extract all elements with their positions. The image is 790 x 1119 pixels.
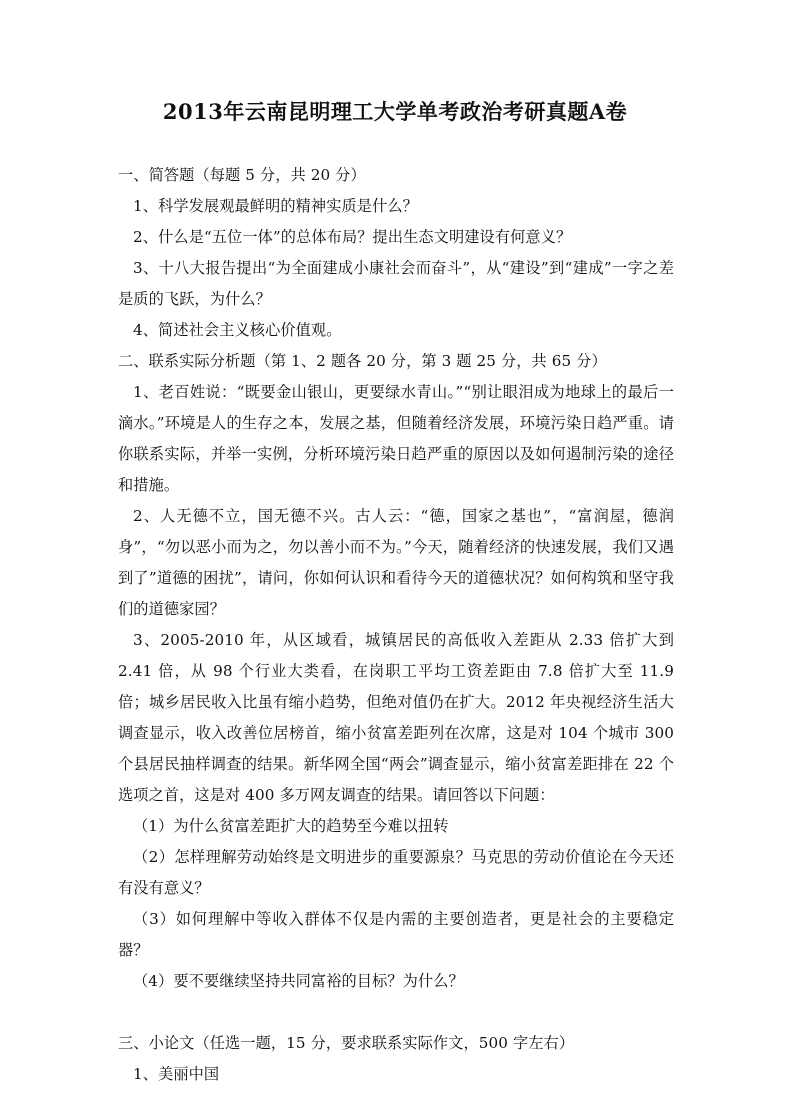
section-1-question-3: 3、十八大报告提出“为全面建成小康社会而奋斗”，从“建设”到“建成”一字之差是质的飞跃，为什么？	[118, 259, 674, 308]
section-2-question-2: 2、人无德不立，国无德不兴。古人云：“德，国家之基也”，“富润屋，德润身”，“勿以恶小而为之，勿以善小而不为。”今天，随着经济的快速发展，我们又遇到了”道德的困扰”，请问，你如何认识和看待今天的道德状况？如何构筑和坚守我们的道德家园？	[118, 507, 674, 618]
section-2-subquestion-2: （2）怎样理解劳动始终是文明进步的重要源泉？马克思的劳动价值论在今天还有没有意义？	[118, 848, 674, 897]
section-2-subquestion-4: （4）要不要继续坚持共同富裕的目标？为什么？	[133, 972, 464, 990]
section-2-question-3: 3、2005-2010 年，从区域看，城镇居民的高低收入差距从 2.33 倍扩大到 2.41 倍，从 98 个行业大类看，在岗职工平均工资差距由 7.8 倍扩大至 11.9 倍；城乡居民收入比虽有缩小趋势，但绝对值仍在扩大。2012 年央视经济生活大调查显示，收入改善位居榜首，缩小贫富差距列在次席，这是对 104 个城市 300 个县居民抽样调查的结果。新华网全国“两会”调查显示，缩小贫富差距排在 22 个选项之首，这是对 400 多万网友调查的结果。请回答以下问题：	[118, 631, 674, 804]
section-2-heading: 二、联系实际分析题（第 1、2 题各 20 分，第 3 题 25 分，共 65 分）	[118, 352, 607, 370]
section-3-heading: 三、小论文（任选一题，15 分，要求联系实际作文，500 字左右）	[118, 1034, 575, 1052]
section-2-subquestion-3: （3）如何理解中等收入群体不仅是内需的主要创造者，更是社会的主要稳定器？	[118, 910, 674, 959]
document-body	[118, 160, 674, 1090]
section-2-question-1: 1、老百姓说：“既要金山银山，更要绿水青山。”“别让眼泪成为地球上的最后一滴水。”环境是人的生存之本，发展之基，但随着经济发展，环境污染日趋严重。请你联系实际，并举一实例，分析环境污染日趋严重的原因以及如何遏制污染的途径和措施。	[118, 383, 674, 494]
section-1-question-2: 2、什么是“五位一体”的总体布局？提出生态文明建设有何意义？	[133, 228, 572, 246]
section-2-subquestion-1: （1）为什么贫富差距扩大的趋势至今难以扭转	[133, 817, 449, 835]
document-title: 2013年云南昆明理工大学单考政治考研真题A卷	[162, 99, 628, 124]
section-1-heading: 一、简答题（每题 5 分，共 20 分）	[118, 166, 366, 184]
section-1-question-1: 1、科学发展观最鲜明的精神实质是什么？	[133, 197, 418, 215]
section-1-question-4: 4、简述社会主义核心价值观。	[133, 321, 342, 339]
section-3-topic-1: 1、美丽中国	[133, 1065, 220, 1083]
